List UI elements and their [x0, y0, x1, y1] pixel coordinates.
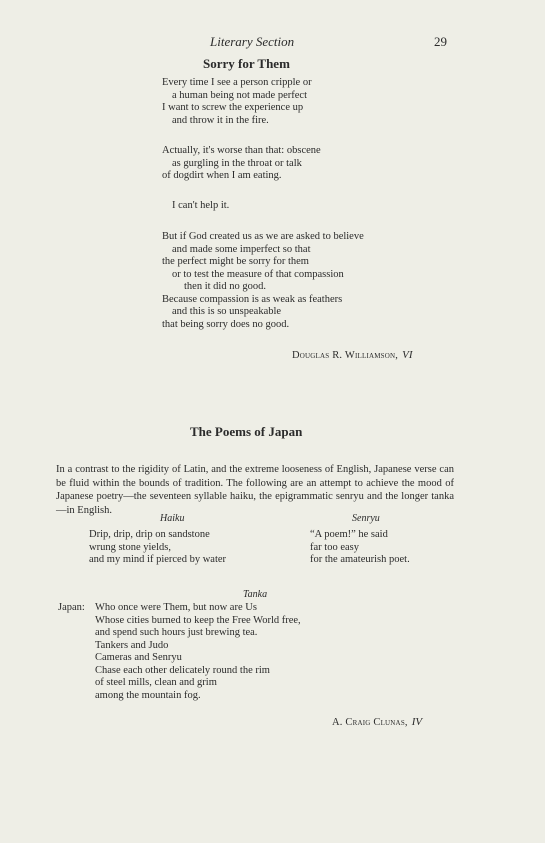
poem-stanza-1	[162, 77, 312, 127]
poem-line: and this is so unspeakable	[172, 306, 282, 317]
poem-line: Tankers and Judo	[95, 639, 169, 651]
poem-author	[292, 345, 412, 363]
author-name: Douglas R. Williamson,	[292, 350, 399, 361]
poem-line: for the amateurish poet.	[310, 554, 410, 565]
article-author	[332, 712, 422, 730]
poem-title: Sorry for Them	[203, 56, 290, 71]
poem-line: or to test the measure of that compassion	[172, 268, 344, 280]
tanka-speaker: Japan:	[58, 602, 85, 613]
poem-line: Who once were Them, but now are Us	[95, 602, 257, 613]
poem-stanza-3	[162, 200, 229, 213]
author-form: VI	[402, 349, 413, 361]
poem-line: then it did no good.	[184, 281, 266, 292]
tanka-poem	[95, 602, 301, 702]
poem-line: Chase each other delicately round the rim	[95, 664, 270, 676]
poem-line: Because compassion is as weak as feathers	[162, 293, 343, 305]
article-intro: In a contrast to the rigidity of Latin, and the extreme looseness of English, Japanese verse can be fluid within the bounds of tradition. The following are an attempt to achieve the mood of Japanese poetry—the seventeen syllable haiku, the epigrammatic senryu and the longer tanka—in English.	[56, 464, 454, 516]
poem-stanza-2	[162, 145, 321, 183]
poem-line: and made some imperfect so that	[172, 243, 311, 255]
poem-line: and spend such hours just brewing tea.	[95, 627, 258, 638]
poem-line: of steel mills, clean and grim	[95, 677, 217, 688]
tanka-heading: Tanka	[243, 589, 268, 600]
poem-line: far too easy	[310, 541, 359, 553]
poem-line: wrung stone yields,	[89, 541, 171, 553]
author-form: IV	[411, 716, 423, 728]
poem-line: among the mountain fog.	[95, 689, 201, 701]
page-number: 29	[434, 34, 447, 49]
poem-line: Actually, it's worse than that: obscene	[162, 145, 321, 156]
poem-line: and throw it in the fire.	[172, 114, 269, 126]
author-name: A. Craig Clunas,	[332, 717, 408, 728]
poem-line: Drip, drip, drip on sandstone	[89, 529, 210, 540]
poem-line: Whose cities burned to keep the Free World free,	[95, 614, 301, 626]
poem-line: Cameras and Senryu	[95, 652, 182, 663]
senryu-poem	[310, 529, 410, 567]
poem-line: “A poem!” he said	[310, 529, 388, 540]
haiku-heading: Haiku	[160, 513, 185, 524]
poem-line: I can't help it.	[172, 200, 230, 211]
poem-line: the perfect might be sorry for them	[162, 256, 309, 267]
poem-line: that being sorry does no good.	[162, 318, 290, 330]
poem-line: But if God created us as we are asked to believe	[162, 231, 364, 242]
article-title: The Poems of Japan	[190, 424, 303, 439]
section-header: Literary Section	[210, 34, 295, 49]
poem-line: a human being not made perfect	[172, 89, 307, 101]
senryu-heading: Senryu	[352, 513, 380, 524]
poem-line: and my mind if pierced by water	[89, 554, 227, 565]
haiku-poem	[89, 529, 226, 567]
poem-line: of dogdirt when I am eating.	[162, 170, 282, 181]
poem-line: as gurgling in the throat or talk	[172, 157, 302, 169]
poem-line: I want to screw the experience up	[162, 102, 304, 113]
poem-line: Every time I see a person cripple or	[162, 77, 312, 88]
poem-stanza-4	[162, 231, 364, 331]
